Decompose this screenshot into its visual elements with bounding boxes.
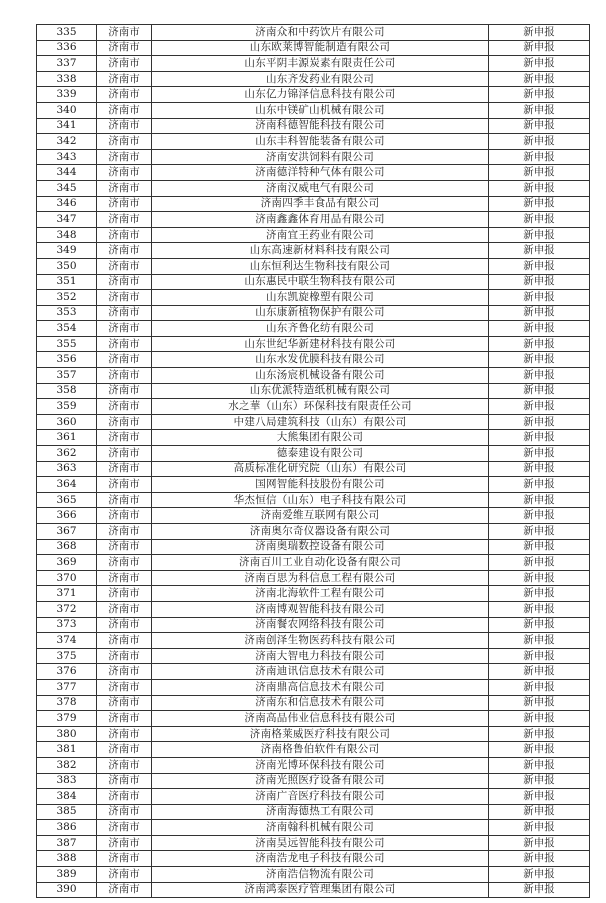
- company-name-cell: 济南科德智能科技有限公司: [152, 118, 489, 134]
- status-cell: 新申报: [489, 570, 590, 586]
- company-name-cell: 济南海德热工有限公司: [152, 804, 489, 820]
- city-cell: 济南市: [97, 87, 152, 103]
- table-row: [37, 524, 590, 540]
- company-name-cell: 山东康新植物保护有限公司: [152, 305, 489, 321]
- company-name-cell: 山东亿力锦泽信息科技有限公司: [152, 87, 489, 103]
- status-cell: 新申报: [489, 851, 590, 867]
- row-number-cell: 337: [37, 56, 97, 72]
- table-row: [37, 461, 590, 477]
- row-number-cell: 379: [37, 711, 97, 727]
- city-cell: 济南市: [97, 726, 152, 742]
- table-row: [37, 539, 590, 555]
- row-number-cell: 345: [37, 180, 97, 196]
- company-name-cell: 高质标准化研究院（山东）有限公司: [152, 461, 489, 477]
- row-number-cell: 336: [37, 40, 97, 56]
- city-cell: 济南市: [97, 274, 152, 290]
- city-cell: 济南市: [97, 851, 152, 867]
- city-cell: 济南市: [97, 56, 152, 72]
- table-row: [37, 570, 590, 586]
- row-number-cell: 378: [37, 695, 97, 711]
- status-cell: 新申报: [489, 430, 590, 446]
- status-cell: 新申报: [489, 274, 590, 290]
- company-name-cell: 山东凯旋橡塑有限公司: [152, 290, 489, 306]
- company-name-cell: 济南光博环保科技有限公司: [152, 757, 489, 773]
- company-name-cell: 山东优派特造纸机械有限公司: [152, 383, 489, 399]
- status-cell: 新申报: [489, 165, 590, 181]
- row-number-cell: 342: [37, 134, 97, 150]
- company-name-cell: 济南百川工业自动化设备有限公司: [152, 555, 489, 571]
- table-row: [37, 118, 590, 134]
- company-name-cell: 济南奥瑞数控设备有限公司: [152, 539, 489, 555]
- company-name-cell: 济南翰科机械有限公司: [152, 820, 489, 836]
- company-name-cell: 济南鸿泰医疗管理集团有限公司: [152, 882, 489, 898]
- city-cell: 济南市: [97, 524, 152, 540]
- status-cell: 新申报: [489, 243, 590, 259]
- status-cell: 新申报: [489, 586, 590, 602]
- row-number-cell: 353: [37, 305, 97, 321]
- status-cell: 新申报: [489, 773, 590, 789]
- city-cell: 济南市: [97, 492, 152, 508]
- city-cell: 济南市: [97, 773, 152, 789]
- status-cell: 新申报: [489, 321, 590, 337]
- status-cell: 新申报: [489, 492, 590, 508]
- row-number-cell: 335: [37, 25, 97, 41]
- city-cell: 济南市: [97, 40, 152, 56]
- status-cell: 新申报: [489, 617, 590, 633]
- company-name-cell: 德泰建设有限公司: [152, 446, 489, 462]
- city-cell: 济南市: [97, 477, 152, 493]
- city-cell: 济南市: [97, 461, 152, 477]
- table-row: [37, 368, 590, 384]
- status-cell: 新申报: [489, 804, 590, 820]
- company-name-cell: 济南浩龙电子科技有限公司: [152, 851, 489, 867]
- row-number-cell: 356: [37, 352, 97, 368]
- row-number-cell: 385: [37, 804, 97, 820]
- city-cell: 济南市: [97, 399, 152, 415]
- company-name-cell: 济南高品伟业信息科技有限公司: [152, 711, 489, 727]
- company-name-cell: 济南鑫鑫体育用品有限公司: [152, 212, 489, 228]
- company-name-cell: 济南北海软件工程有限公司: [152, 586, 489, 602]
- company-name-cell: 山东齐发药业有限公司: [152, 71, 489, 87]
- city-cell: 济南市: [97, 648, 152, 664]
- city-cell: 济南市: [97, 180, 152, 196]
- city-cell: 济南市: [97, 804, 152, 820]
- table-row: [37, 414, 590, 430]
- row-number-cell: 357: [37, 368, 97, 384]
- city-cell: 济南市: [97, 336, 152, 352]
- row-number-cell: 363: [37, 461, 97, 477]
- city-cell: 济南市: [97, 118, 152, 134]
- table-row: [37, 867, 590, 883]
- company-name-cell: 山东恒利达生物科技有限公司: [152, 258, 489, 274]
- table-row: [37, 695, 590, 711]
- company-name-cell: 中建八局建筑科技（山东）有限公司: [152, 414, 489, 430]
- status-cell: 新申报: [489, 134, 590, 150]
- city-cell: 济南市: [97, 820, 152, 836]
- city-cell: 济南市: [97, 867, 152, 883]
- table-row: [37, 586, 590, 602]
- table-row: [37, 664, 590, 680]
- status-cell: 新申报: [489, 461, 590, 477]
- row-number-cell: 371: [37, 586, 97, 602]
- table-row: [37, 820, 590, 836]
- city-cell: 济南市: [97, 383, 152, 399]
- company-name-cell: 济南创泽生物医药科技有限公司: [152, 633, 489, 649]
- city-cell: 济南市: [97, 446, 152, 462]
- row-number-cell: 369: [37, 555, 97, 571]
- company-name-cell: 济南奥尔奇仪器设备有限公司: [152, 524, 489, 540]
- status-cell: 新申报: [489, 102, 590, 118]
- status-cell: 新申报: [489, 87, 590, 103]
- status-cell: 新申报: [489, 555, 590, 571]
- row-number-cell: 354: [37, 321, 97, 337]
- status-cell: 新申报: [489, 664, 590, 680]
- company-name-cell: 济南广音医疗科技有限公司: [152, 789, 489, 805]
- city-cell: 济南市: [97, 321, 152, 337]
- table-row: [37, 648, 590, 664]
- status-cell: 新申报: [489, 867, 590, 883]
- status-cell: 新申报: [489, 383, 590, 399]
- status-cell: 新申报: [489, 336, 590, 352]
- city-cell: 济南市: [97, 149, 152, 165]
- city-cell: 济南市: [97, 212, 152, 228]
- company-name-cell: 山东高速新材料科技有限公司: [152, 243, 489, 259]
- status-cell: 新申报: [489, 695, 590, 711]
- status-cell: 新申报: [489, 820, 590, 836]
- city-cell: 济南市: [97, 882, 152, 898]
- table-row: [37, 851, 590, 867]
- status-cell: 新申报: [489, 71, 590, 87]
- city-cell: 济南市: [97, 695, 152, 711]
- company-name-cell: 济南博观智能科技有限公司: [152, 601, 489, 617]
- company-name-cell: 济南光照医疗设备有限公司: [152, 773, 489, 789]
- row-number-cell: 374: [37, 633, 97, 649]
- row-number-cell: 355: [37, 336, 97, 352]
- city-cell: 济南市: [97, 430, 152, 446]
- table-row: [37, 56, 590, 72]
- row-number-cell: 348: [37, 227, 97, 243]
- row-number-cell: 359: [37, 399, 97, 415]
- table-row: [37, 243, 590, 259]
- company-name-cell: 济南德洋特种气体有限公司: [152, 165, 489, 181]
- company-name-cell: 山东世纪华新建材科技有限公司: [152, 336, 489, 352]
- company-name-cell: 济南迪讯信息技术有限公司: [152, 664, 489, 680]
- row-number-cell: 377: [37, 679, 97, 695]
- company-name-cell: 国网智能科技股份有限公司: [152, 477, 489, 493]
- city-cell: 济南市: [97, 71, 152, 87]
- city-cell: 济南市: [97, 570, 152, 586]
- status-cell: 新申报: [489, 757, 590, 773]
- company-name-cell: 山东惠民中联生物科技有限公司: [152, 274, 489, 290]
- table-row: [37, 196, 590, 212]
- table-row: [37, 149, 590, 165]
- city-cell: 济南市: [97, 555, 152, 571]
- row-number-cell: 382: [37, 757, 97, 773]
- row-number-cell: 358: [37, 383, 97, 399]
- table-row: [37, 430, 590, 446]
- row-number-cell: 351: [37, 274, 97, 290]
- status-cell: 新申报: [489, 118, 590, 134]
- status-cell: 新申报: [489, 524, 590, 540]
- company-name-cell: 山东丰科智能装备有限公司: [152, 134, 489, 150]
- row-number-cell: 352: [37, 290, 97, 306]
- row-number-cell: 349: [37, 243, 97, 259]
- table-row: [37, 336, 590, 352]
- table-row: [37, 71, 590, 87]
- city-cell: 济南市: [97, 633, 152, 649]
- city-cell: 济南市: [97, 134, 152, 150]
- company-name-cell: 济南大智电力科技有限公司: [152, 648, 489, 664]
- company-name-cell: 济南格鲁伯软件有限公司: [152, 742, 489, 758]
- table-row: [37, 258, 590, 274]
- status-cell: 新申报: [489, 227, 590, 243]
- status-cell: 新申报: [489, 414, 590, 430]
- status-cell: 新申报: [489, 399, 590, 415]
- city-cell: 济南市: [97, 227, 152, 243]
- city-cell: 济南市: [97, 711, 152, 727]
- row-number-cell: 386: [37, 820, 97, 836]
- status-cell: 新申报: [489, 601, 590, 617]
- city-cell: 济南市: [97, 165, 152, 181]
- status-cell: 新申报: [489, 477, 590, 493]
- row-number-cell: 375: [37, 648, 97, 664]
- company-name-cell: 济南格莱威医疗科技有限公司: [152, 726, 489, 742]
- status-cell: 新申报: [489, 305, 590, 321]
- table-row: [37, 165, 590, 181]
- row-number-cell: 347: [37, 212, 97, 228]
- status-cell: 新申报: [489, 789, 590, 805]
- company-name-cell: 济南安洪饲料有限公司: [152, 149, 489, 165]
- company-name-cell: 山东中镁矿山机械有限公司: [152, 102, 489, 118]
- table-row: [37, 227, 590, 243]
- status-cell: 新申报: [489, 212, 590, 228]
- table-row: [37, 25, 590, 41]
- table-row: [37, 742, 590, 758]
- company-name-cell: 济南餐农网络科技有限公司: [152, 617, 489, 633]
- status-cell: 新申报: [489, 882, 590, 898]
- company-name-cell: 济南四季丰食品有限公司: [152, 196, 489, 212]
- status-cell: 新申报: [489, 539, 590, 555]
- company-name-cell: 水之華（山东）环保科技有限责任公司: [152, 399, 489, 415]
- row-number-cell: 388: [37, 851, 97, 867]
- row-number-cell: 350: [37, 258, 97, 274]
- city-cell: 济南市: [97, 414, 152, 430]
- company-name-cell: 济南鼎高信息技术有限公司: [152, 679, 489, 695]
- row-number-cell: 381: [37, 742, 97, 758]
- table-row: [37, 601, 590, 617]
- table-row: [37, 321, 590, 337]
- city-cell: 济南市: [97, 508, 152, 524]
- row-number-cell: 383: [37, 773, 97, 789]
- row-number-cell: 387: [37, 835, 97, 851]
- status-cell: 新申报: [489, 446, 590, 462]
- table-row: [37, 383, 590, 399]
- status-cell: 新申报: [489, 180, 590, 196]
- row-number-cell: 368: [37, 539, 97, 555]
- row-number-cell: 346: [37, 196, 97, 212]
- row-number-cell: 373: [37, 617, 97, 633]
- status-cell: 新申报: [489, 258, 590, 274]
- row-number-cell: 367: [37, 524, 97, 540]
- company-name-cell: 济南汉威电气有限公司: [152, 180, 489, 196]
- table-row: [37, 40, 590, 56]
- city-cell: 济南市: [97, 290, 152, 306]
- table-row: [37, 477, 590, 493]
- row-number-cell: 344: [37, 165, 97, 181]
- table-row: [37, 789, 590, 805]
- city-cell: 济南市: [97, 539, 152, 555]
- status-cell: 新申报: [489, 196, 590, 212]
- row-number-cell: 361: [37, 430, 97, 446]
- city-cell: 济南市: [97, 664, 152, 680]
- company-name-cell: 华杰恒信（山东）电子科技有限公司: [152, 492, 489, 508]
- row-number-cell: 340: [37, 102, 97, 118]
- company-name-cell: 山东汤宸机械设备有限公司: [152, 368, 489, 384]
- city-cell: 济南市: [97, 305, 152, 321]
- company-name-cell: 山东水发优膜科技有限公司: [152, 352, 489, 368]
- table-row: [37, 679, 590, 695]
- row-number-cell: 370: [37, 570, 97, 586]
- row-number-cell: 376: [37, 664, 97, 680]
- city-cell: 济南市: [97, 258, 152, 274]
- status-cell: 新申报: [489, 742, 590, 758]
- row-number-cell: 343: [37, 149, 97, 165]
- status-cell: 新申报: [489, 726, 590, 742]
- table-row: [37, 757, 590, 773]
- table-row: [37, 212, 590, 228]
- table-body: [37, 25, 590, 898]
- city-cell: 济南市: [97, 679, 152, 695]
- table-row: [37, 617, 590, 633]
- company-name-cell: 济南昊远智能科技有限公司: [152, 835, 489, 851]
- row-number-cell: 390: [37, 882, 97, 898]
- company-name-cell: 济南众和中药饮片有限公司: [152, 25, 489, 41]
- status-cell: 新申报: [489, 679, 590, 695]
- table-row: [37, 290, 590, 306]
- enterprise-list-table: [36, 24, 590, 898]
- table-row: [37, 508, 590, 524]
- table-row: [37, 633, 590, 649]
- city-cell: 济南市: [97, 102, 152, 118]
- city-cell: 济南市: [97, 586, 152, 602]
- company-name-cell: 济南东和信息技术有限公司: [152, 695, 489, 711]
- table-row: [37, 305, 590, 321]
- row-number-cell: 341: [37, 118, 97, 134]
- city-cell: 济南市: [97, 368, 152, 384]
- company-name-cell: 济南宜王药业有限公司: [152, 227, 489, 243]
- row-number-cell: 339: [37, 87, 97, 103]
- row-number-cell: 362: [37, 446, 97, 462]
- table-row: [37, 492, 590, 508]
- city-cell: 济南市: [97, 835, 152, 851]
- table-row: [37, 134, 590, 150]
- company-name-cell: 济南爱维互联网有限公司: [152, 508, 489, 524]
- city-cell: 济南市: [97, 196, 152, 212]
- row-number-cell: 380: [37, 726, 97, 742]
- company-name-cell: 大熊集团有限公司: [152, 430, 489, 446]
- status-cell: 新申报: [489, 352, 590, 368]
- table-row: [37, 555, 590, 571]
- status-cell: 新申报: [489, 633, 590, 649]
- table-row: [37, 726, 590, 742]
- table-row: [37, 446, 590, 462]
- city-cell: 济南市: [97, 25, 152, 41]
- company-name-cell: 济南浩信物流有限公司: [152, 867, 489, 883]
- city-cell: 济南市: [97, 601, 152, 617]
- city-cell: 济南市: [97, 352, 152, 368]
- row-number-cell: 372: [37, 601, 97, 617]
- table-row: [37, 102, 590, 118]
- table-row: [37, 882, 590, 898]
- table-row: [37, 835, 590, 851]
- table-row: [37, 399, 590, 415]
- table-row: [37, 274, 590, 290]
- table-row: [37, 87, 590, 103]
- status-cell: 新申报: [489, 25, 590, 41]
- city-cell: 济南市: [97, 243, 152, 259]
- status-cell: 新申报: [489, 508, 590, 524]
- status-cell: 新申报: [489, 40, 590, 56]
- table-row: [37, 773, 590, 789]
- row-number-cell: 360: [37, 414, 97, 430]
- row-number-cell: 366: [37, 508, 97, 524]
- status-cell: 新申报: [489, 835, 590, 851]
- city-cell: 济南市: [97, 742, 152, 758]
- row-number-cell: 365: [37, 492, 97, 508]
- city-cell: 济南市: [97, 757, 152, 773]
- row-number-cell: 364: [37, 477, 97, 493]
- row-number-cell: 389: [37, 867, 97, 883]
- table-row: [37, 711, 590, 727]
- status-cell: 新申报: [489, 56, 590, 72]
- row-number-cell: 338: [37, 71, 97, 87]
- city-cell: 济南市: [97, 789, 152, 805]
- company-name-cell: 山东欧莱博智能制造有限公司: [152, 40, 489, 56]
- table-row: [37, 804, 590, 820]
- city-cell: 济南市: [97, 617, 152, 633]
- company-name-cell: 山东平阴丰源炭素有限责任公司: [152, 56, 489, 72]
- status-cell: 新申报: [489, 711, 590, 727]
- table-row: [37, 180, 590, 196]
- status-cell: 新申报: [489, 648, 590, 664]
- row-number-cell: 384: [37, 789, 97, 805]
- status-cell: 新申报: [489, 368, 590, 384]
- company-name-cell: 山东齐鲁化纺有限公司: [152, 321, 489, 337]
- status-cell: 新申报: [489, 149, 590, 165]
- company-name-cell: 济南百思为科信息工程有限公司: [152, 570, 489, 586]
- status-cell: 新申报: [489, 290, 590, 306]
- table-row: [37, 352, 590, 368]
